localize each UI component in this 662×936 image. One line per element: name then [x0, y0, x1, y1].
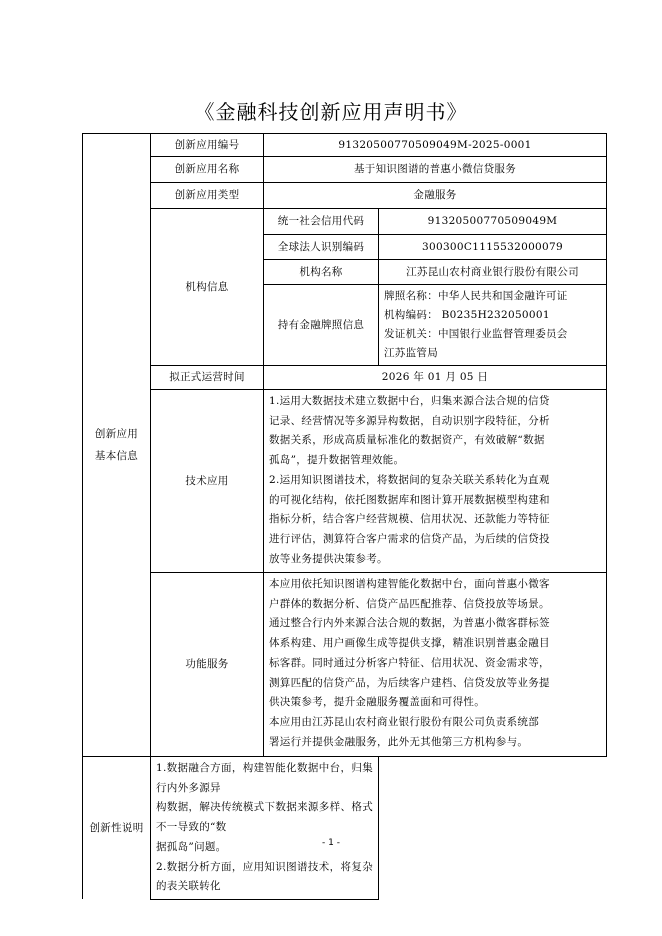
function-line: 体系构建、用户画像生成等提供支撑，精准识别普惠金融目 — [269, 637, 550, 650]
row-launch-time — [83, 366, 607, 390]
label-innovation: 创新性说明 — [83, 757, 151, 900]
function-line: 本应用依托知识图谱构建智能化数据中台，面向普惠小微客 — [269, 578, 550, 590]
innovation-line: 2.数据分析方面，应用知识图谱技术，将复杂的表关联转化 — [156, 860, 373, 893]
label-tech: 技术应用 — [151, 390, 264, 573]
value-app-name: 基于知识图谱的普惠小微信贷服务 — [264, 157, 607, 183]
row-innovation — [83, 757, 607, 900]
function-line: 测算匹配的信贷产品，为后续客户建档、信贷发放等业务提 — [269, 676, 550, 689]
label-launch-time: 拟正式运营时间 — [151, 366, 264, 390]
function-line: 本应用由江苏昆山农村商业银行股份有限公司负责系统部 — [269, 715, 539, 728]
document-title: 《金融科技创新应用声明书》 — [194, 100, 468, 124]
row-app-number — [83, 134, 607, 157]
innovation-line: 1.数据融合方面，构建智能化数据中台，归集行内外多源异 — [156, 762, 373, 794]
value-lei: 300300C1115532000079 — [379, 235, 607, 260]
innovation-line: 据孤岛”问题。 — [156, 840, 227, 853]
row-credit-code — [83, 209, 607, 235]
tech-line: 记录、经营情况等多源异构数据，自动识别字段特征，分析 — [269, 414, 550, 427]
value-app-number: 91320500770509049M-2025-0001 — [264, 134, 607, 157]
info-table — [82, 133, 607, 900]
row-tech — [83, 390, 607, 573]
value-license — [379, 285, 607, 366]
section-label: 创新应用 基本信息 — [83, 134, 151, 757]
function-line: 供决策参考，提升金融服务覆盖面和可得性。 — [269, 696, 485, 709]
function-line: 通过整合行内外来源合法合规的数据，为普惠小微客群标签 — [269, 617, 550, 630]
value-tech — [264, 390, 607, 573]
tech-line: 放等业务提供决策参考。 — [269, 552, 388, 565]
tech-line: 数据关系，形成高质量标准化的数据资产，有效破解“数据 — [269, 434, 545, 447]
tech-line: 进行评估，测算符合客户需求的信贷产品，为后续的信贷投 — [269, 532, 550, 545]
value-launch-time: 2026 年 01 月 05 日 — [264, 366, 607, 390]
license-line: 牌照名称：中华人民共和国金融许可证 — [384, 290, 568, 302]
function-line: 署运行并提供金融服务，此外无其他第三方机构参与。 — [269, 735, 529, 748]
tech-line: 指标分析，结合客户经营规模、信用状况、还款能力等特征 — [269, 513, 550, 526]
value-credit-code: 91320500770509049M — [379, 209, 607, 235]
value-institution-name: 江苏昆山农村商业银行股份有限公司 — [379, 260, 607, 285]
label-app-type: 创新应用类型 — [151, 183, 264, 209]
label-institution-name: 机构名称 — [264, 260, 379, 285]
function-line: 标客群。同时通过分析客户特征、信用状况、资金需求等， — [269, 656, 550, 669]
value-app-type: 金融服务 — [264, 183, 607, 209]
tech-line: 2.运用知识图谱技术，将数据间的复杂关联关系转化为直观 — [269, 473, 550, 486]
innovation-line: 构数据，解决传统模式下数据来源多样、格式不一导致的“数 — [156, 801, 373, 834]
license-line: 机构编码： B0235H232050001 — [384, 309, 550, 321]
value-innovation — [151, 757, 379, 900]
row-app-name — [83, 157, 607, 183]
label-lei: 全球法人识别编码 — [264, 235, 379, 260]
row-function — [83, 573, 607, 757]
page-number: - 1 - — [322, 838, 340, 848]
label-app-name: 创新应用名称 — [151, 157, 264, 183]
label-app-number: 创新应用编号 — [151, 134, 264, 157]
tech-line: 孤岛”，提升数据管理效能。 — [269, 454, 405, 467]
label-function: 功能服务 — [151, 573, 264, 757]
license-line: 发证机关：中国银行业监督管理委员会 — [384, 328, 568, 340]
label-credit-code: 统一社会信用代码 — [264, 209, 379, 235]
row-app-type — [83, 183, 607, 209]
tech-line: 的可视化结构，依托图数据库和图计算开展数据模型构建和 — [269, 493, 550, 506]
tech-line: 1.运用大数据技术建立数据中台，归集来源合法合规的信贷 — [269, 395, 550, 407]
license-line: 江苏监管局 — [384, 347, 438, 359]
value-function — [264, 573, 607, 757]
function-line: 户群体的数据分析、信贷产品匹配推荐、信贷投放等场景。 — [269, 597, 550, 610]
label-institution: 机构信息 — [151, 209, 264, 366]
label-license: 持有金融牌照信息 — [264, 285, 379, 366]
